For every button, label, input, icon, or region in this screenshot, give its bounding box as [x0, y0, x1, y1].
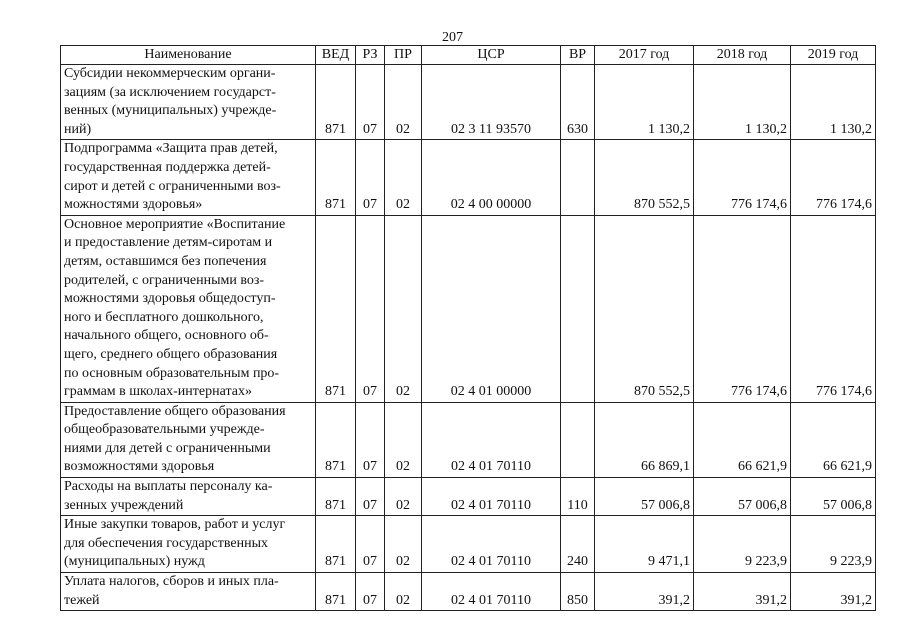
- pr-cell: 02: [385, 516, 422, 573]
- vr-cell: [561, 215, 595, 402]
- pr-cell: 02: [385, 402, 422, 477]
- table-row: [61, 140, 876, 215]
- amount-2018-cell: 1 130,2: [694, 65, 791, 140]
- row-name-cell: Иные закупки товаров, работ и услуг для обеспечения государственных (муниципальных) нужд: [61, 516, 316, 573]
- amount-2019-cell: 1 130,2: [791, 65, 876, 140]
- amount-2018-cell: 66 621,9: [694, 402, 791, 477]
- row-name-cell: Расходы на выплаты персоналу ка- зенных учреждений: [61, 478, 316, 516]
- vr-cell: 850: [561, 573, 595, 611]
- vr-cell: 240: [561, 516, 595, 573]
- ved-cell: 871: [316, 65, 356, 140]
- row-name-cell: Субсидии некоммерческим органи- зациям (за исключением государст- венных (муниципальных) учрежде- ний): [61, 65, 316, 140]
- csr-cell: 02 4 01 70110: [422, 516, 561, 573]
- pr-cell: 02: [385, 573, 422, 611]
- amount-2017-cell: 1 130,2: [595, 65, 694, 140]
- csr-cell: 02 4 00 00000: [422, 140, 561, 215]
- vr-cell: [561, 402, 595, 477]
- csr-cell: 02 3 11 93570: [422, 65, 561, 140]
- amount-2017-cell: 391,2: [595, 573, 694, 611]
- header-pr: ПР: [385, 46, 422, 65]
- amount-2017-cell: 66 869,1: [595, 402, 694, 477]
- csr-cell: 02 4 01 70110: [422, 402, 561, 477]
- header-vr: ВР: [561, 46, 595, 65]
- amount-2018-cell: 57 006,8: [694, 478, 791, 516]
- amount-2019-cell: 776 174,6: [791, 215, 876, 402]
- rz-cell: 07: [356, 140, 385, 215]
- page-number: 207: [442, 30, 463, 45]
- table-row: [61, 573, 876, 611]
- amount-2019-cell: 9 223,9: [791, 516, 876, 573]
- ved-cell: 871: [316, 140, 356, 215]
- ved-cell: 871: [316, 516, 356, 573]
- header-row: [61, 46, 876, 65]
- csr-cell: 02 4 01 70110: [422, 573, 561, 611]
- header-name: Наименование: [61, 46, 316, 65]
- amount-2017-cell: 870 552,5: [595, 215, 694, 402]
- table-row: [61, 478, 876, 516]
- rz-cell: 07: [356, 402, 385, 477]
- rz-cell: 07: [356, 215, 385, 402]
- rz-cell: 07: [356, 516, 385, 573]
- table-row: [61, 402, 876, 477]
- row-name-cell: Предоставление общего образования общеобразовательными учрежде- ниями для детей с ограниченными возможностями здоровья: [61, 402, 316, 477]
- pr-cell: 02: [385, 215, 422, 402]
- amount-2017-cell: 870 552,5: [595, 140, 694, 215]
- budget-table: [60, 45, 876, 611]
- row-name-cell: Основное мероприятие «Воспитание и предоставление детям-сиротам и детям, оставшимся без попечения родителей, с ограниченными воз- можностями здоровья общедоступ- ного и бесплатного дошкольного, начального общего, основного об- щего, среднего общего образования по основным образовательным про- граммам в школах-интернатах»: [61, 215, 316, 402]
- row-name-cell: Подпрограмма «Защита прав детей, государственная поддержка детей- сирот и детей с ограниченными воз- можностями здоровья»: [61, 140, 316, 215]
- vr-cell: [561, 140, 595, 215]
- amount-2018-cell: 776 174,6: [694, 215, 791, 402]
- amount-2019-cell: 391,2: [791, 573, 876, 611]
- pr-cell: 02: [385, 65, 422, 140]
- table-row: [61, 215, 876, 402]
- pr-cell: 02: [385, 140, 422, 215]
- table-row: [61, 65, 876, 140]
- header-2017: 2017 год: [595, 46, 694, 65]
- header-2019: 2019 год: [791, 46, 876, 65]
- rz-cell: 07: [356, 65, 385, 140]
- csr-cell: 02 4 01 00000: [422, 215, 561, 402]
- amount-2018-cell: 9 223,9: [694, 516, 791, 573]
- header-2018: 2018 год: [694, 46, 791, 65]
- row-name-cell: Уплата налогов, сборов и иных пла- тежей: [61, 573, 316, 611]
- table-row: [61, 516, 876, 573]
- vr-cell: 630: [561, 65, 595, 140]
- ved-cell: 871: [316, 573, 356, 611]
- amount-2019-cell: 776 174,6: [791, 140, 876, 215]
- pr-cell: 02: [385, 478, 422, 516]
- csr-cell: 02 4 01 70110: [422, 478, 561, 516]
- amount-2019-cell: 57 006,8: [791, 478, 876, 516]
- header-rz: РЗ: [356, 46, 385, 65]
- header-csr: ЦСР: [422, 46, 561, 65]
- rz-cell: 07: [356, 478, 385, 516]
- amount-2018-cell: 391,2: [694, 573, 791, 611]
- rz-cell: 07: [356, 573, 385, 611]
- amount-2017-cell: 57 006,8: [595, 478, 694, 516]
- ved-cell: 871: [316, 402, 356, 477]
- amount-2018-cell: 776 174,6: [694, 140, 791, 215]
- amount-2019-cell: 66 621,9: [791, 402, 876, 477]
- ved-cell: 871: [316, 215, 356, 402]
- amount-2017-cell: 9 471,1: [595, 516, 694, 573]
- header-ved: ВЕД: [316, 46, 356, 65]
- vr-cell: 110: [561, 478, 595, 516]
- ved-cell: 871: [316, 478, 356, 516]
